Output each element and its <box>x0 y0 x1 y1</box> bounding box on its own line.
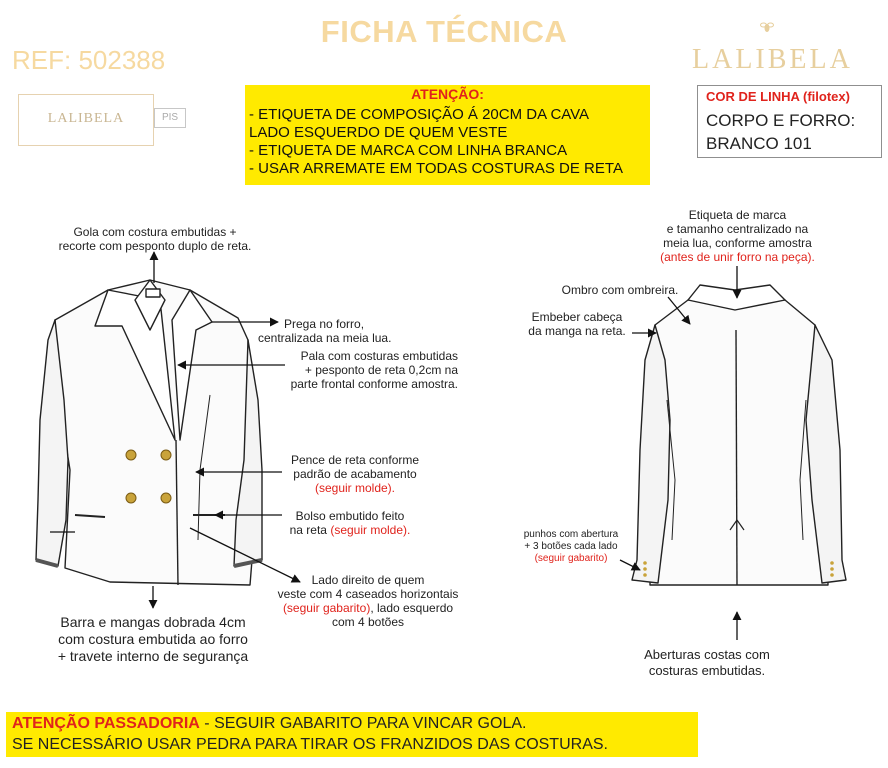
page-title: FICHA TÉCNICA <box>320 14 568 49</box>
brand-logo: LALIBELA <box>692 44 853 75</box>
attention-title: ATENÇÃO: <box>411 86 484 102</box>
button-icon <box>643 573 647 577</box>
thread-color-line: BRANCO 101 <box>706 134 812 153</box>
pressing-warning-line: SE NECESSÁRIO USAR PEDRA PARA TIRAR OS FRANZIDOS DAS COSTURAS. <box>12 736 608 753</box>
button-icon <box>161 450 171 460</box>
note-aberturas: Aberturas costas com costuras embutidas. <box>644 647 770 678</box>
thread-color-line: CORPO E FORRO: <box>706 111 856 130</box>
pressing-warning <box>6 712 698 757</box>
brand-label-text: LALIBELA <box>47 111 125 126</box>
note-pence: Pence de reta conforme padrão de acabamento (seguir molde). <box>290 453 420 495</box>
button-icon <box>830 573 834 577</box>
note-punhos: punhos com abertura + 3 botões cada lado (seguir gabarito) <box>523 529 619 564</box>
pressing-warning-line: ATENÇÃO PASSADORIA - SEGUIR GABARITO PARA VINCAR GOLA. <box>12 715 527 732</box>
note-gola: Gola com costura embutidas + recorte com pesponto duplo de reta. <box>58 225 252 253</box>
front-jacket-drawing <box>36 280 262 585</box>
attention-line: - ETIQUETA DE MARCA COM LINHA BRANCA <box>249 142 568 159</box>
note-pala: Pala com costuras embutidas + pesponto de reta 0,2cm na parte frontal conforme amostra. <box>290 349 458 391</box>
button-icon <box>643 561 647 565</box>
button-icon <box>161 493 171 503</box>
note-prega: Prega no forro, centralizada na meia lua. <box>258 317 392 345</box>
attention-line: - USAR ARREMATE EM TODAS COSTURAS DE RETA <box>249 160 623 177</box>
note-bolso: Bolso embutido feito na reta (seguir molde). <box>289 509 411 537</box>
note-embeber: Embeber cabeça da manga na reta. <box>528 310 626 338</box>
button-icon <box>126 493 136 503</box>
button-icon <box>830 567 834 571</box>
button-icon <box>830 561 834 565</box>
reference-code: REF: 502388 <box>12 45 166 75</box>
attention-line: - ETIQUETA DE COMPOSIÇÃO Á 20CM DA CAVA <box>249 106 590 123</box>
note-etiqueta: Etiqueta de marca e tamanho centralizado na meia lua, conforme amostra (antes de unir forro na peça). <box>660 208 815 264</box>
note-barra: Barra e mangas dobrada 4cm com costura embutida ao forro + travete interno de segurança <box>57 614 249 664</box>
thread-color-title: COR DE LINHA (filotex) <box>706 89 850 104</box>
note-lado: Lado direito de quem veste com 4 caseados horizontais (seguir gabarito), lado esquerdo com 4 botões <box>277 573 459 629</box>
attention-line: LADO ESQUERDO DE QUEM VESTE <box>249 124 508 141</box>
note-ombro: Ombro com ombreira. <box>561 283 679 297</box>
pis-label: PIS <box>154 108 186 128</box>
back-jacket-drawing <box>632 285 846 585</box>
button-icon <box>126 450 136 460</box>
button-icon <box>643 567 647 571</box>
